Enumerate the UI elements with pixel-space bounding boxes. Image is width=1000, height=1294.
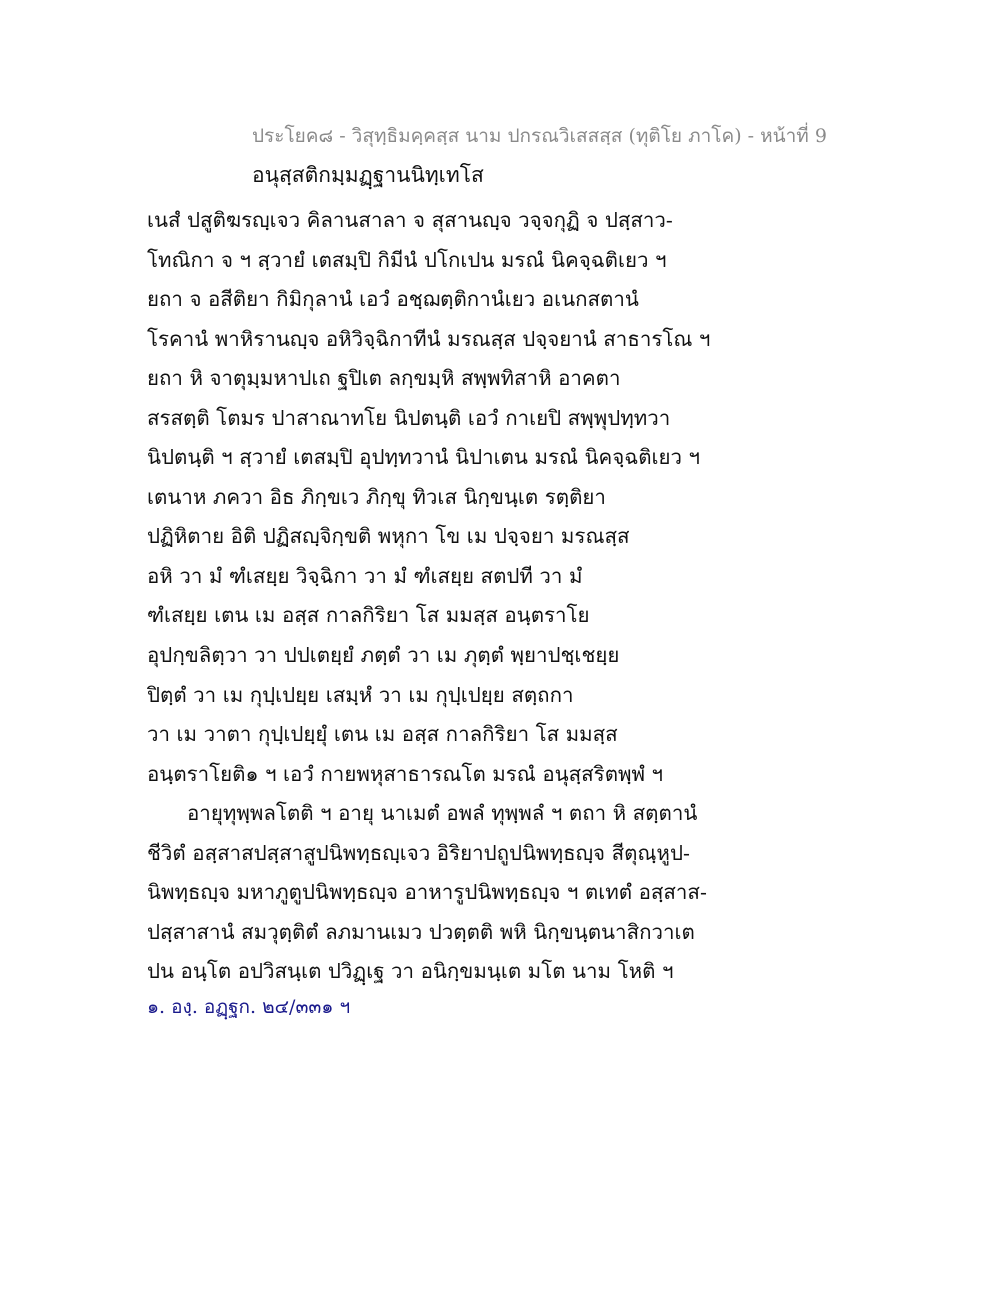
text-line: ปิตฺตํ วา เม กุปฺเปยฺย เสมฺหํ วา เม กุปฺเปยฺย สตฺถกา [147,682,574,707]
text-line: อนฺตราโยติ๑ ฯ เอวํ กายพหุสาธารณโต มรณํ อนุสฺสริตพฺพํ ฯ [147,761,664,786]
text-line: ปฏิหิตาย อิติ ปฏิสญฺจิกฺขติ พหุกา โข เม ปจฺจยา มรณสฺส [147,524,630,549]
text-line: ฑํเสยฺย เตน เม อสฺส กาลกิริยา โส มมสฺส อนฺตราโย [147,603,590,628]
text-line: โทณิกา จ ฯ สฺวายํ เตสมฺปิ กิมีนํ ปโกเปน มรณํ นิคจฺฉติเยว ฯ [147,247,667,272]
text-line: ยถา จ อสีติยา กิมิกุลานํ เอวํ อชฺฌตฺติกานํเยว อเนกสตานํ [147,287,639,312]
text-line: ปน อนฺโต อปวิสนฺเต ปวิฏฺเฐ วา อนิกฺขมนฺเต มโต นาม โหติ ฯ [147,959,674,984]
text-line: สรสตฺติ โตมร ปาสาณาทโย นิปตนฺติ เอวํ กาเยปิ สพฺพุปทฺทวา [147,405,671,430]
footnote: ๑. องฺ. อฏฺฐก. ๒๔/๓๓๑ ฯ [147,996,351,1018]
text-line: อหิ วา มํ ฑํเสยฺย วิจฺฉิกา วา มํ ฑํเสยฺย สตปที วา มํ [147,563,583,588]
page-header: ประโยค๘ - วิสุทฺธิมคฺคสฺส นาม ปกรณวิเสสสฺส (ทุติโย ภาโค) - หน้าที่ 9 [252,125,827,147]
text-line: เนสํ ปสูติฆรญฺเจว คิลานสาลา จ สุสานญฺจ วจฺจกุฏิ จ ปสฺสาว- [147,208,673,232]
section-heading: อนุสฺสติกมฺมฏฺฐานนิทฺเทโส [252,163,484,187]
text-line: อายุทุพฺพลโตติ ฯ อายุ นาเมตํ อพลํ ทุพฺพลํ ฯ ตถา หิ สตฺตานํ [187,801,698,826]
text-line: ชีวิตํ อสฺสาสปสฺสาสูปนิพทฺธญฺเจว อิริยาปถูปนิพทฺธญฺจ สีตุณฺหูป- [147,840,690,865]
text-line: นิพทฺธญฺจ มหาภูตูปนิพทฺธญฺจ อาหารูปนิพทฺธญฺจ ฯ ตเทตํ อสฺสาส- [147,880,707,905]
text-line: ปสฺสาสานํ สมวุตฺติตํ ลภมานเมว ปวตฺตติ พหิ นิกฺขนฺตนาสิกวาเต [147,919,695,944]
text-line: นิปตนฺติ ฯ สฺวายํ เตสมฺปิ อุปทฺทวานํ นิปาเตน มรณํ นิคจฺฉติเยว ฯ [147,445,701,470]
text-line: อุปกฺขลิตฺวา วา ปปเตยฺยํ ภตฺตํ วา เม ภุตฺตํ พฺยาปชฺเชยฺย [147,643,620,668]
body-text [147,201,867,992]
text-line: โรคานํ พาหิรานญฺจ อหิวิจฺฉิกาทีนํ มรณสฺส ปจฺจยานํ สาธารโณ ฯ [147,326,711,351]
text-line: ยถา หิ จาตุมฺมหาปเถ ฐปิเต ลกฺขมฺหิ สพฺพทิสาหิ อาคตา [147,366,621,391]
text-line: เตนาห ภควา อิธ ภิกฺขเว ภิกฺขุ ทิวเส นิกฺขนฺเต รตฺติยา [147,484,606,509]
text-line: วา เม วาตา กุปฺเปยฺยุํ เตน เม อสฺส กาลกิริยา โส มมสฺส [147,722,618,747]
